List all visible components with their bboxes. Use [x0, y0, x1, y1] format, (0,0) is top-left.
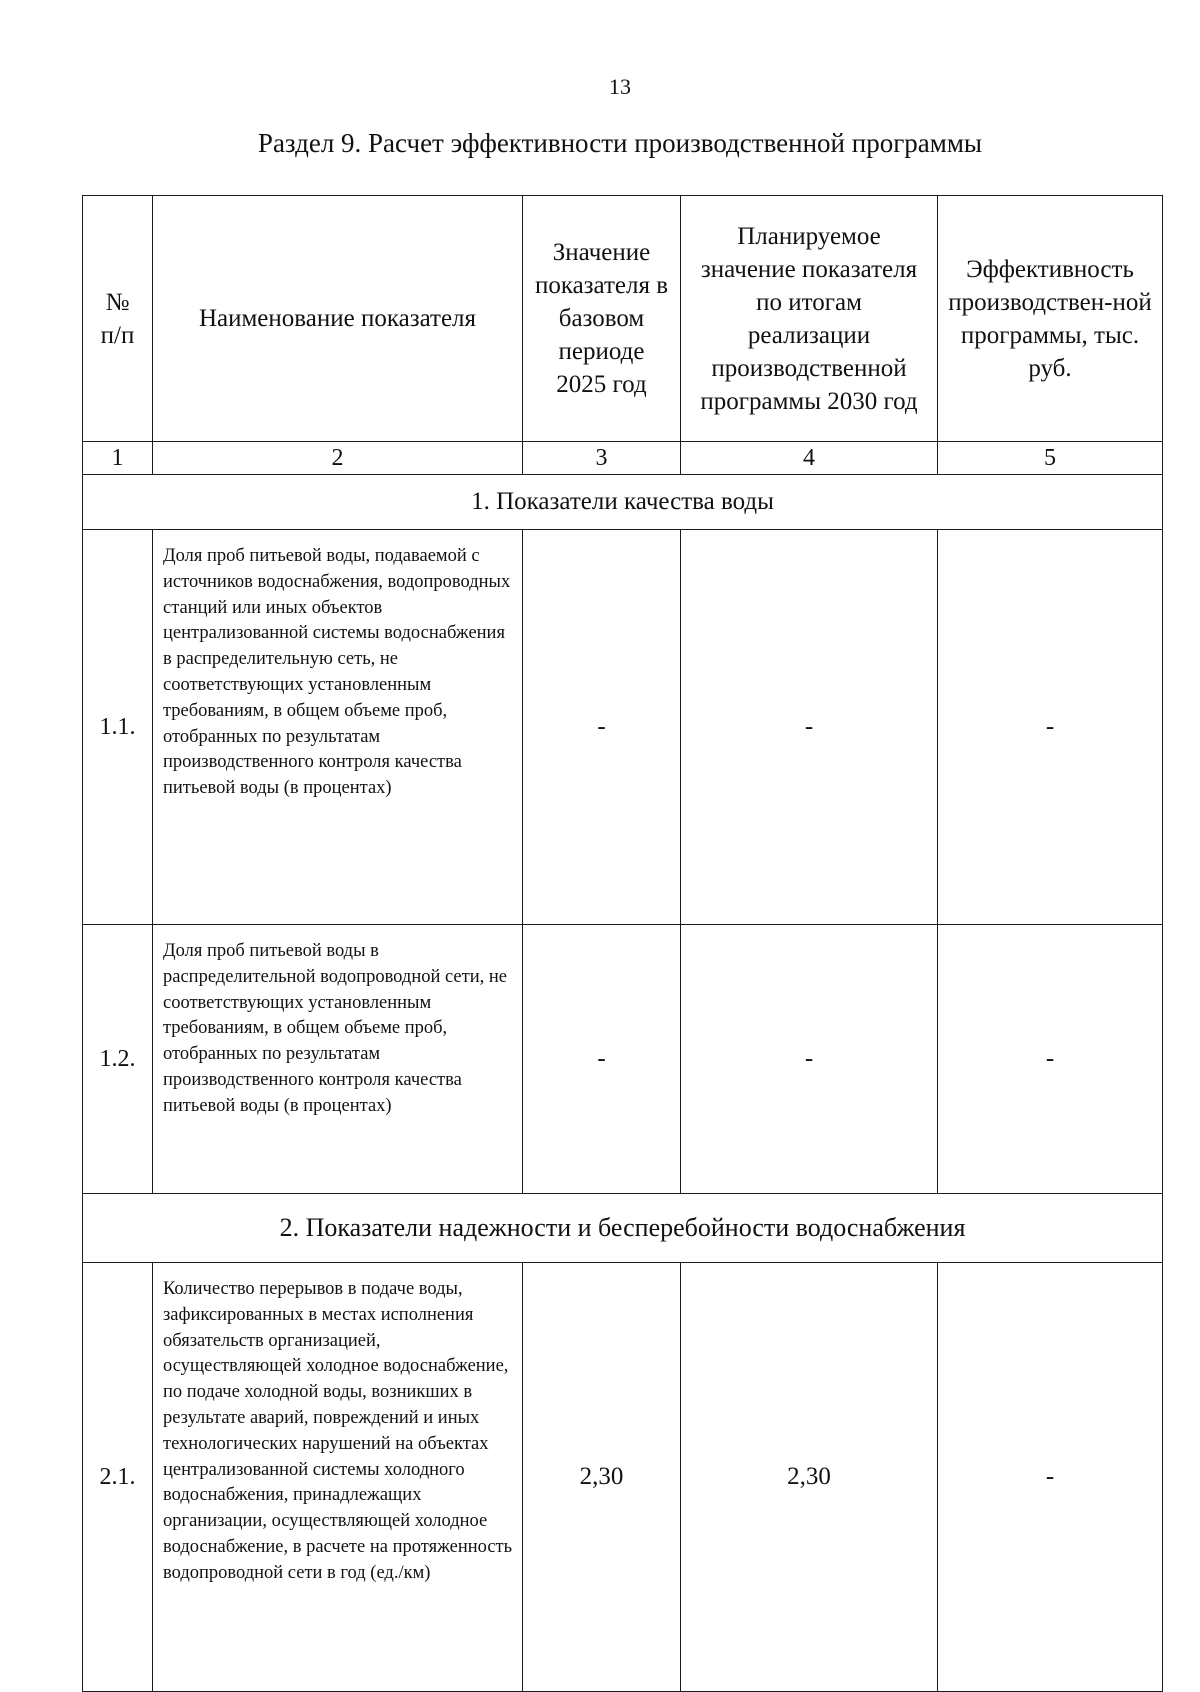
header-row — [83, 196, 1163, 442]
row-base-value: - — [523, 530, 681, 925]
column-number: 5 — [938, 442, 1163, 475]
header-base-value: Значение показателя в базовом периоде 2025 год — [523, 196, 681, 442]
row-efficiency: - — [938, 530, 1163, 925]
row-planned-value: 2,30 — [681, 1263, 938, 1692]
efficiency-table — [82, 195, 1163, 1692]
row-index: 2.1. — [83, 1263, 153, 1692]
section-row-reliability — [83, 1194, 1163, 1263]
row-base-value: - — [523, 925, 681, 1194]
header-planned-value: Планируемое значение показателя по итогам реализации производственной программы 2030 год — [681, 196, 938, 442]
row-base-value: 2,30 — [523, 1263, 681, 1692]
column-number: 2 — [153, 442, 523, 475]
header-efficiency: Эффективность производствен-ной программы, тыс. руб. — [938, 196, 1163, 442]
row-efficiency: - — [938, 925, 1163, 1194]
row-planned-value: - — [681, 530, 938, 925]
page-number: 13 — [609, 74, 631, 99]
section-heading: 1. Показатели качества воды — [83, 475, 1163, 530]
row-name: Доля проб питьевой воды, подаваемой с источников водоснабжения, водопроводных станций или иных объектов централизованной системы водоснабжения в распределительную сеть, не соответствующих установленным требованиям, в общем объеме проб, отобранных по результатам производственного контроля качества питьевой воды (в процентах) — [153, 530, 523, 925]
row-name: Доля проб питьевой воды в распределительной водопроводной сети, не соответствующих установленным требованиям, в общем объеме проб, отобранных по результатам производственного контроля качества питьевой воды (в процентах) — [153, 925, 523, 1194]
table-row — [83, 530, 1163, 925]
section-heading: 2. Показатели надежности и бесперебойности водоснабжения — [83, 1194, 1163, 1263]
column-number: 4 — [681, 442, 938, 475]
column-number-row — [83, 442, 1163, 475]
row-index: 1.2. — [83, 925, 153, 1194]
header-name: Наименование показателя — [153, 196, 523, 442]
row-efficiency: - — [938, 1263, 1163, 1692]
header-index: № п/п — [83, 196, 153, 442]
table-row — [83, 1263, 1163, 1692]
row-name: Количество перерывов в подаче воды, зафиксированных в местах исполнения обязательств организацией, осуществляющей холодное водоснабжение, по подаче холодной воды, возникших в результате аварий, повреждений и иных технологических нарушений на объектах централизованной системы холодного водоснабжения, принадлежащих организации, осуществляющей холодное водоснабжение, в расчете на протяженность водопроводной сети в год (ед./км) — [153, 1263, 523, 1692]
section-row-water-quality — [83, 475, 1163, 530]
row-planned-value: - — [681, 925, 938, 1194]
column-number: 1 — [83, 442, 153, 475]
table-row — [83, 925, 1163, 1194]
row-index: 1.1. — [83, 530, 153, 925]
section-title: Раздел 9. Расчет эффективности производственной программы — [257, 128, 983, 158]
column-number: 3 — [523, 442, 681, 475]
